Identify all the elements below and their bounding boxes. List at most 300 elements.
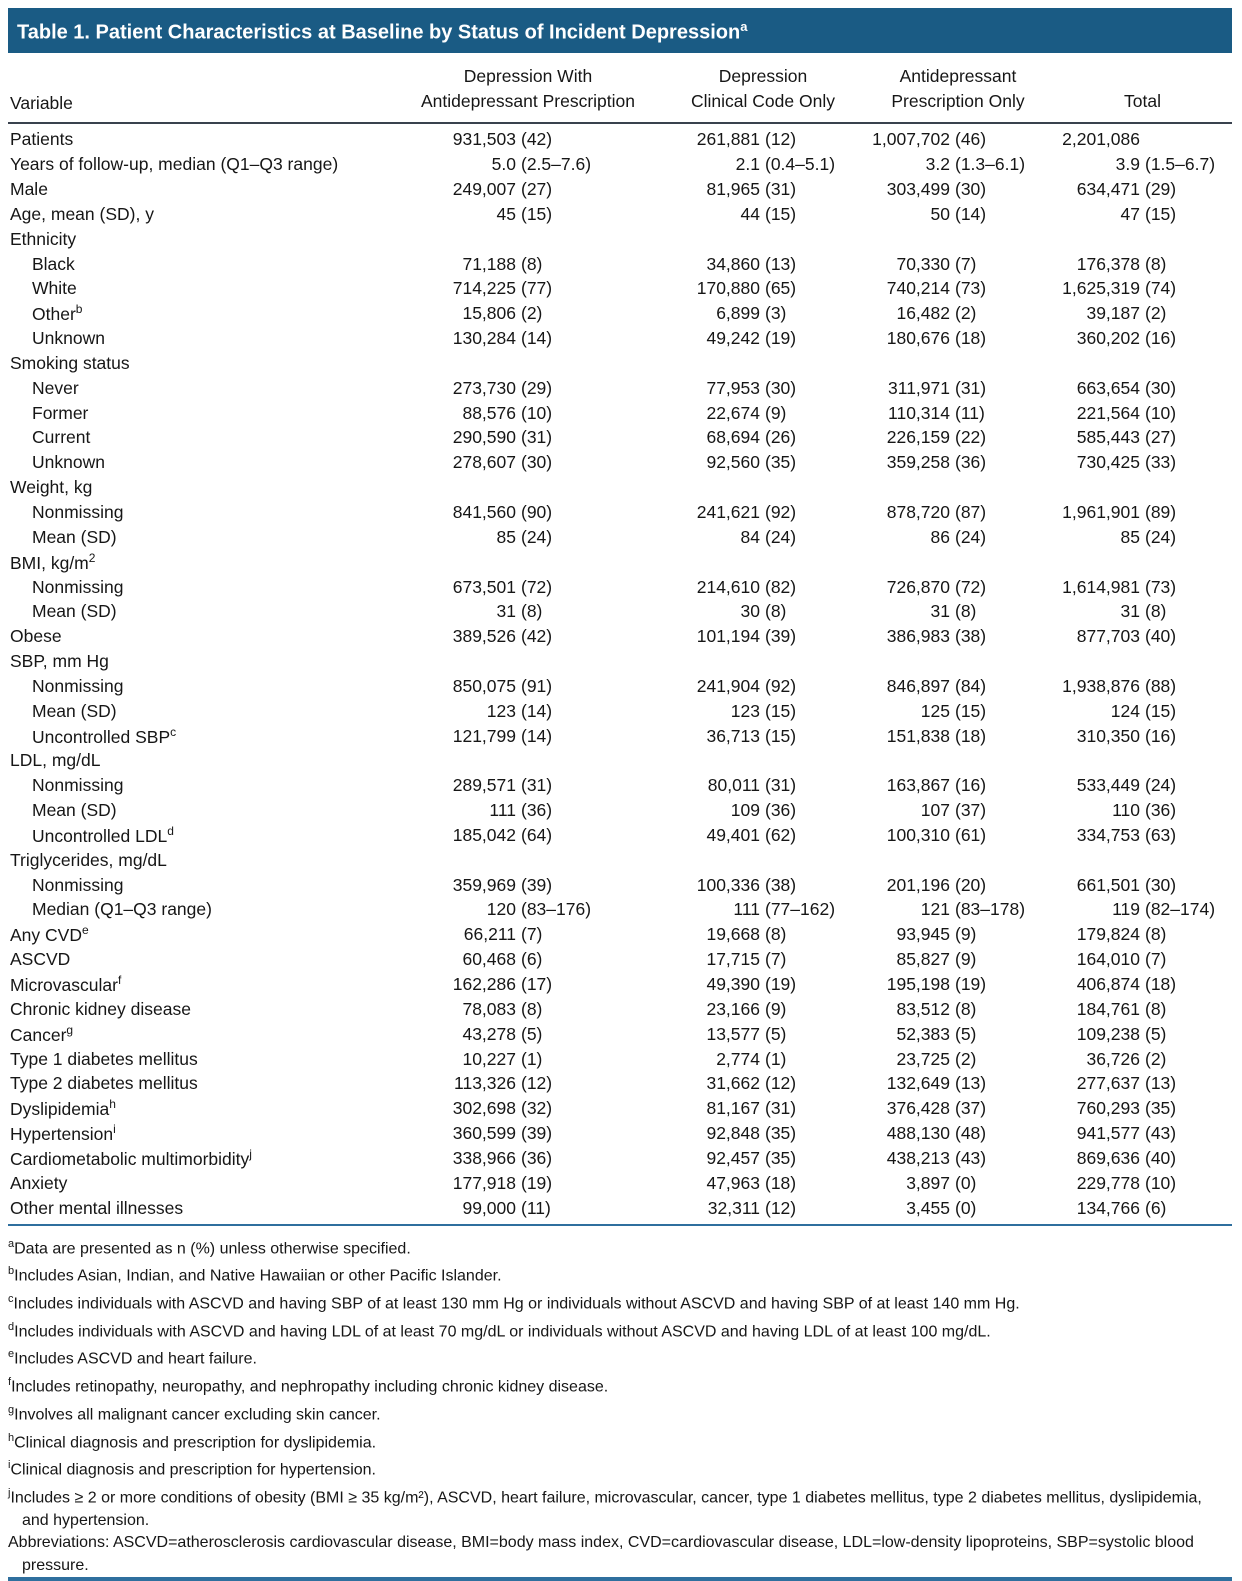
value-percent: (5) [955,1023,977,1044]
value-number: 1,961,901 [1062,501,1140,522]
footnote-superscript: d [8,1320,15,1333]
value-cell [1053,577,1232,598]
value-percent: (38) [765,874,797,895]
value-percent: (1.5–6.7) [1145,154,1216,175]
value-cell [863,427,1053,448]
value-cell [863,179,1053,200]
value-cell [393,129,663,150]
table-row [8,1071,1232,1096]
value-percent: (9) [955,924,977,945]
value-number: 278,607 [452,452,516,473]
row-label: BMI, $kg/m^2$ [10,550,96,573]
value-number: 760,293 [1076,1098,1140,1119]
value-percent: (42) [521,626,553,647]
value-number: 32,311 [707,1197,760,1218]
table-title: Table 1. Patient Characteristics at Baseline by Status of Incident Depression [17,21,741,44]
value-percent: (74) [1145,278,1177,299]
row-label: Hypertension$^i$ [10,1122,116,1144]
value-percent: (8) [521,601,543,622]
value-number: 99,000 [462,1197,516,1218]
value-number: 740,214 [886,278,950,299]
value-percent: (15) [765,203,797,224]
row-label: Unknown [32,452,105,473]
column-header-variable: Variable [10,93,73,114]
value-cell [663,1073,863,1094]
value-cell [393,1123,663,1144]
value-percent: (2) [955,1048,977,1069]
value-cell [1053,1148,1232,1169]
row-label: Age, mean (SD), y [10,203,154,224]
row-label: Cancer$^g$ [10,1022,74,1045]
value-number: 92,457 [706,1147,760,1168]
table-body [8,124,1232,1220]
value-cell [393,204,663,225]
table-row [8,972,1232,997]
value-number: 931,503 [452,129,516,150]
row-label: Other$^b$ [32,302,83,325]
value-percent: (8) [1145,924,1167,945]
table-section-row [8,475,1232,500]
value-percent: (64) [521,824,553,845]
value-percent: (18) [765,1172,797,1193]
value-number: 49,401 [706,824,760,845]
value-percent: (31) [765,179,797,200]
value-number: 111 [733,899,760,920]
value-number: 273,730 [452,377,516,398]
value-percent: (72) [955,576,987,597]
value-cell [1053,328,1232,349]
value-cell [663,701,863,722]
value-cell [663,924,863,945]
value-cell [393,278,663,299]
value-cell [393,999,663,1020]
value-cell [663,949,863,970]
row-label: White [32,278,77,299]
value-percent: (27) [521,179,553,200]
value-percent: (0) [955,1197,977,1218]
table-row [8,947,1232,972]
value-number: 78,083 [462,998,516,1019]
value-percent: (29) [1145,179,1177,200]
table-row [8,177,1232,202]
value-cell [663,577,863,598]
value-cell [863,1173,1053,1194]
value-percent: (40) [1145,1147,1177,1168]
value-number: 311,971 [888,377,950,398]
table-header-row [8,53,1232,125]
value-number: 17,715 [706,949,760,970]
row-label: Unknown [32,328,105,349]
value-cell [863,1073,1053,1094]
footnote: $^c$Includes individuals with ASCVD and having SBP of at least 130 mm Hg or individuals without ASCVD and having SBP of at least 140 mm Hg. [8,1293,1020,1313]
value-number: 36,713 [706,725,760,746]
value-number: 850,075 [452,675,516,696]
value-number: 185,042 [452,824,516,845]
value-number: 60,468 [462,949,516,970]
footnote: $^d$Includes individuals with ASCVD and having LDL of at least 70 mg/dL or individuals without ASCVD and having LDL of at least 100 mg/dL. [8,1320,991,1341]
value-number: 289,571 [452,775,516,796]
table-row [8,898,1232,923]
column-header [663,64,863,115]
value-cell [863,303,1053,324]
value-percent: (35) [765,1147,797,1168]
footnotes [8,1226,1232,1578]
value-cell [863,502,1053,523]
value-number: 110,314 [888,402,950,423]
value-cell [393,601,663,622]
value-percent: (2) [955,303,977,324]
row-label: Weight, kg [10,477,93,498]
value-number: 229,778 [1076,1172,1140,1193]
value-cell [1053,502,1232,523]
value-percent: (16) [1145,328,1177,349]
value-percent: (18) [955,725,987,746]
value-cell [1053,949,1232,970]
value-percent: (24) [1145,526,1177,547]
row-label: Mean (SD) [32,800,117,821]
footnote-superscript: g [8,1403,15,1416]
value-percent: (19) [521,1172,553,1193]
table-section-row [8,749,1232,774]
value-number: 177,918 [452,1172,516,1193]
footnote: $^j$Includes ≥ 2 or more conditions of obesity (BMI ≥ 35 kg/m²), ASCVD, heart failure, microvascular, cancer, type 1 diabetes mellitus, type 2 diabetes mellitus, dyslipidemia, and hypertension. [8,1487,1202,1529]
value-number: 406,874 [1076,974,1140,995]
row-label: Nonmissing [32,775,124,796]
row-label: Mean (SD) [32,601,117,622]
footnote: $^f$Includes retinopathy, neuropathy, and nephropathy including chronic kidney disease. [8,1376,609,1396]
footnote-superscript: f [8,1376,12,1389]
value-number: 92,848 [706,1123,760,1144]
value-percent: (15) [955,700,987,721]
value-cell [393,949,663,970]
value-cell [393,527,663,548]
value-number: 673,501 [452,576,516,597]
value-cell [1053,427,1232,448]
value-cell [863,378,1053,399]
value-cell [393,154,663,175]
row-label: SBP, mm Hg [10,651,109,672]
value-cell [863,452,1053,473]
value-cell [663,726,863,747]
value-number: 1,625,319 [1062,278,1140,299]
value-cell [663,378,863,399]
column-header [863,64,1053,115]
value-percent: (16) [1145,725,1177,746]
value-cell [1053,626,1232,647]
value-cell [1053,452,1232,473]
value-number: 44 [740,203,760,224]
value-cell [663,278,863,299]
value-percent: (82) [765,576,797,597]
value-percent: (92) [765,501,797,522]
value-cell [663,676,863,697]
value-cell [393,254,663,275]
value-number: 195,198 [886,974,950,995]
value-percent: (39) [765,626,797,647]
table-section-row [8,848,1232,873]
value-number: 661,501 [1076,874,1140,895]
value-percent: (12) [765,1073,797,1094]
value-percent: (30) [521,452,553,473]
value-percent: (5) [521,1023,543,1044]
value-percent: (8) [1145,601,1167,622]
value-number: 6,899 [716,303,760,324]
value-percent: (8) [1145,998,1167,1019]
footnote-superscript: e [8,1348,15,1361]
value-percent: (43) [955,1147,987,1168]
value-cell [1053,1198,1232,1219]
column-header [1053,89,1232,114]
row-label: Median (Q1–Q3 range) [32,899,212,920]
footnote: $^a$Data are presented as n (%) unless otherwise specified. [8,1237,411,1257]
footnote-superscript: c [8,1293,14,1305]
value-number: 241,621 [696,501,760,522]
value-percent: (35) [1145,1098,1177,1119]
value-number: 85 [1120,526,1140,547]
value-number: 81,965 [706,179,760,200]
value-cell [393,1024,663,1045]
value-percent: (19) [765,328,797,349]
table-row [8,873,1232,898]
value-cell [663,825,863,846]
value-cell [393,899,663,920]
value-number: 180,676 [886,328,950,349]
value-number: 47 [1120,203,1140,224]
value-percent: (30) [1145,377,1177,398]
value-number: 164,010 [1076,949,1140,970]
value-cell [1053,527,1232,548]
row-label: Nonmissing [32,874,124,895]
value-cell [393,775,663,796]
value-cell [663,527,863,548]
value-cell [663,204,863,225]
row-label: Smoking status [10,352,130,373]
value-percent: (35) [765,1123,797,1144]
value-cell [663,154,863,175]
value-cell [863,825,1053,846]
value-cell [1053,303,1232,324]
row-label-superscript: 2 [88,550,96,565]
value-percent: (13) [765,253,797,274]
value-cell [663,875,863,896]
value-number: 730,425 [1076,452,1140,473]
value-percent: (6) [521,949,543,970]
value-number: 101,194 [696,626,760,647]
value-number: 438,213 [886,1147,950,1168]
value-cell [1053,204,1232,225]
row-label: Current [32,427,91,448]
row-label-superscript: f [117,973,122,988]
value-percent: (83–178) [955,899,1026,920]
value-number: 110 [1112,800,1140,821]
value-number: 176,378 [1076,253,1140,274]
value-number: 100,336 [696,874,760,895]
footnote-superscript: h [8,1431,15,1444]
page-bottom-rule [8,1577,1232,1581]
value-percent: (89) [1145,501,1177,522]
value-percent: (29) [521,377,553,398]
value-number: 869,636 [1076,1147,1140,1168]
value-number: 359,969 [452,874,516,895]
value-cell [1053,278,1232,299]
value-cell [863,626,1053,647]
value-cell [863,527,1053,548]
value-cell [863,154,1053,175]
value-percent: (5) [765,1023,787,1044]
value-percent: (9) [765,998,787,1019]
table-row [8,301,1232,326]
table-row [8,401,1232,426]
row-label: Other mental illnesses [10,1197,184,1218]
value-percent: (31) [765,1098,797,1119]
table-row [8,326,1232,351]
value-percent: (40) [1145,626,1177,647]
value-number: 214,610 [696,576,760,597]
value-cell [1053,924,1232,945]
value-number: 221,564 [1076,402,1140,423]
value-number: 134,766 [1076,1197,1140,1218]
row-label: Obese [10,626,62,647]
value-number: 634,471 [1076,179,1140,200]
footnote: $^e$Includes ASCVD and heart failure. [8,1348,257,1368]
row-label: Anxiety [10,1172,68,1193]
row-label: Dyslipidemia$^h$ [10,1097,116,1120]
value-number: 123 [486,700,516,721]
value-cell [863,676,1053,697]
value-percent: (8) [765,601,787,622]
value-percent: (8) [521,253,543,274]
value-percent: (2) [1145,303,1167,324]
row-label: Black [32,253,75,274]
table-row [8,525,1232,550]
value-cell [393,974,663,995]
value-percent: (37) [955,800,987,821]
row-label: ASCVD [10,949,71,970]
value-number: 389,526 [452,626,516,647]
value-number: 34,860 [706,253,760,274]
table-row [8,426,1232,451]
table-row [8,699,1232,724]
value-number: 877,703 [1076,626,1140,647]
value-number: 179,824 [1076,924,1140,945]
footnote-superscript: b [8,1265,15,1278]
value-percent: (7) [765,949,787,970]
value-number: 5.0 [491,154,516,175]
column-header [393,64,663,115]
value-number: 302,698 [452,1098,516,1119]
table-row [8,922,1232,947]
value-percent: (12) [521,1073,553,1094]
value-cell [663,1148,863,1169]
row-label-superscript: h [109,1097,116,1112]
value-percent: (0.4–5.1) [765,154,836,175]
table-row [8,500,1232,525]
value-percent: (19) [955,974,987,995]
value-percent: (65) [765,278,797,299]
value-number: 125 [920,700,950,721]
value-percent: (8) [955,998,977,1019]
column-header-line: Clinical Code Only [691,91,835,112]
value-cell [1053,825,1232,846]
row-label: Triglycerides, mg/dL [10,849,167,870]
value-number: 878,720 [886,501,950,522]
column-header-line: Antidepressant [899,65,1017,86]
value-percent: (26) [765,427,797,448]
value-cell [863,875,1053,896]
value-cell [863,726,1053,747]
value-number: 10,227 [462,1048,516,1069]
value-cell [663,129,863,150]
value-cell [393,924,663,945]
value-percent: (37) [955,1098,987,1119]
value-percent: (10) [1145,402,1177,423]
footnote: $^i$Clinical diagnosis and prescription for hypertension. [8,1459,376,1479]
table-section-row [8,351,1232,376]
value-cell [663,452,863,473]
value-percent: (83–176) [521,899,592,920]
value-cell [393,676,663,697]
value-cell [393,875,663,896]
row-label-superscript: e [81,923,89,938]
value-percent: (8) [955,601,977,622]
value-cell [393,1073,663,1094]
value-percent: (2) [521,303,543,324]
value-cell [863,1198,1053,1219]
value-percent: (0) [955,1172,977,1193]
value-cell [393,1098,663,1119]
table-row [8,599,1232,624]
value-cell [1053,726,1232,747]
value-number: 3,897 [906,1172,950,1193]
value-cell [1053,775,1232,796]
value-percent: (31) [521,427,553,448]
value-cell [393,303,663,324]
column-header-line: Prescription Only [891,91,1025,112]
row-label-superscript: i [113,1122,116,1137]
value-cell [1053,378,1232,399]
value-number: 130,284 [452,328,516,349]
value-percent: (87) [955,501,987,522]
row-label-superscript: d [167,824,174,839]
value-percent: (15) [765,725,797,746]
value-number: 261,881 [696,129,760,150]
value-number: 92,560 [706,452,760,473]
table-row [8,624,1232,649]
value-cell [393,825,663,846]
value-percent: (18) [955,328,987,349]
footnote-superscript: i [8,1459,11,1472]
value-percent: (24) [1145,775,1177,796]
value-number: 376,428 [886,1098,950,1119]
value-cell [393,1198,663,1219]
value-percent: (9) [765,402,787,423]
value-number: 726,870 [886,576,950,597]
value-number: 2,201,086 [1062,129,1140,150]
value-number: 88,576 [462,402,516,423]
row-label-superscript: j [249,1147,252,1161]
value-number: 45 [496,203,516,224]
value-percent: (22) [955,427,987,448]
value-percent: (62) [765,824,797,845]
value-number: 43,278 [462,1023,516,1044]
value-number: 663,654 [1076,377,1140,398]
value-percent: (14) [521,328,553,349]
value-number: 121 [920,899,950,920]
value-cell [663,328,863,349]
row-label-superscript: c [170,724,177,739]
value-number: 52,383 [896,1023,950,1044]
value-number: 338,966 [452,1147,516,1168]
